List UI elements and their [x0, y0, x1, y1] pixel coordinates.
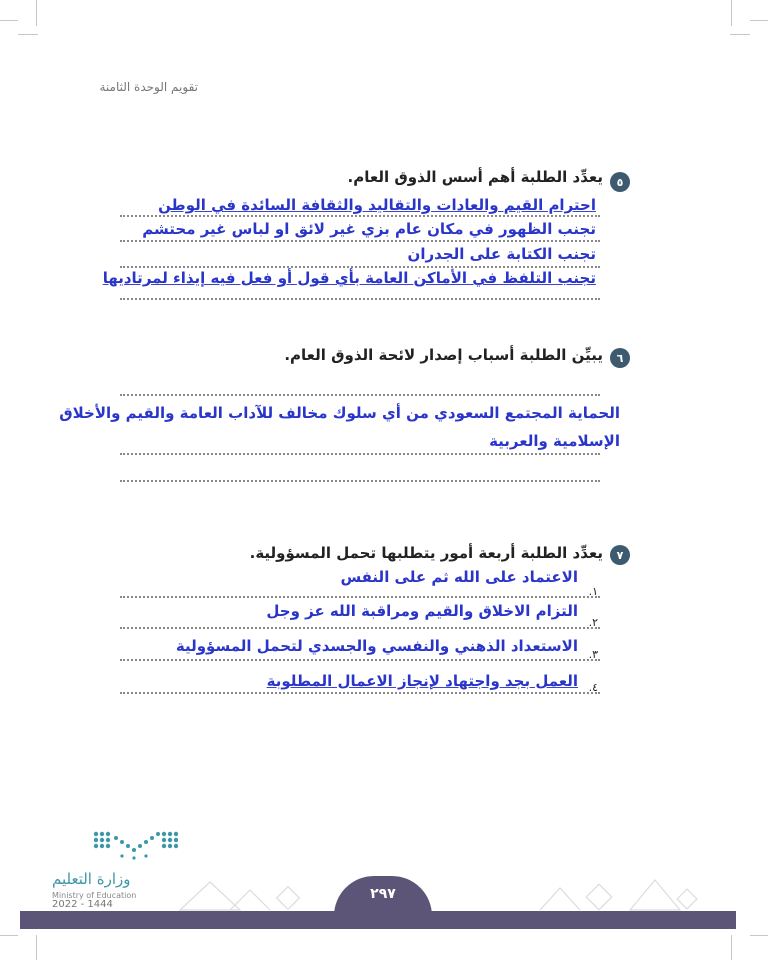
q7-item-number: ٣. [588, 648, 598, 661]
answer-line [120, 240, 600, 242]
question-7-badge: ٧ [610, 545, 630, 565]
crop-mark [730, 34, 750, 35]
ministry-name: وزارة التعليم [52, 870, 131, 888]
footer-pattern [160, 860, 720, 912]
q7-item-number: ٢. [588, 616, 598, 629]
crop-mark [18, 34, 38, 35]
question-6-prompt: يبيِّن الطلبة أسباب إصدار لائحة الذوق العام. [284, 346, 603, 364]
q5-answer-3: تجنب الكتابة على الجدران [407, 245, 596, 263]
question-6-badge: ٦ [610, 348, 630, 368]
q6-answer-line-1: الحماية المجتمع السعودي من أي سلوك مخالف للآداب العامة والقيم والأخلاق [59, 404, 620, 422]
q7-item-number: ١. [588, 585, 598, 598]
page-number: ٢٩٧ [370, 886, 396, 902]
q5-answer-2: تجنب الظهور في مكان عام بزي غير لائق او لباس غير محتشم [142, 220, 596, 238]
q5-answer-4: تجنب التلفظ في الأماكن العامة بأي قول أو فعل فيه إيذاء لمرتاديها [102, 269, 596, 287]
answer-line [120, 596, 600, 598]
answer-line [120, 266, 600, 268]
ministry-logo-icon [92, 830, 178, 862]
question-5-badge: ٥ [610, 172, 630, 192]
answer-line [120, 215, 600, 217]
page-header-title: تقويم الوحدة الثامنة [99, 80, 198, 94]
q7-answer-4: العمل بجد واجتهاد لإنجاز الاعمال المطلوبة [266, 672, 578, 690]
crop-mark [750, 935, 768, 936]
crop-mark [731, 0, 732, 26]
q7-item-number: ٤. [588, 681, 598, 694]
answer-line [120, 480, 600, 482]
q7-answer-3: الاستعداد الذهني والنفسي والجسدي لتحمل المسؤولية [175, 637, 578, 655]
q6-answer-line-2: الإسلامية والعربية [489, 432, 620, 450]
crop-mark [750, 20, 768, 21]
q5-answer-1: احترام القيم والعادات والتقاليد والثقافة السائدة في الوطن [158, 196, 596, 214]
answer-line [120, 659, 600, 661]
crop-mark [36, 0, 37, 26]
q7-answer-1: الاعتماد على الله ثم على النفس [340, 568, 578, 586]
ministry-name-en: Ministry of Education [52, 891, 137, 900]
question-5-prompt: يعدِّد الطلبة أهم أسس الذوق العام. [347, 168, 603, 186]
answer-line [120, 394, 600, 396]
question-7-prompt: يعدِّد الطلبة أربعة أمور يتطلبها تحمل المسؤولية. [249, 544, 603, 562]
q7-answer-2: التزام الاخلاق والقيم ومراقبة الله عز وجل [266, 602, 578, 620]
crop-mark [0, 935, 18, 936]
crop-mark [36, 935, 37, 960]
answer-line [120, 298, 600, 300]
crop-mark [0, 20, 18, 21]
answer-line [120, 453, 600, 455]
answer-line [120, 627, 600, 629]
crop-mark [731, 935, 732, 960]
answer-line [120, 692, 600, 694]
edition-year: 2022 - 1444 [52, 899, 113, 910]
